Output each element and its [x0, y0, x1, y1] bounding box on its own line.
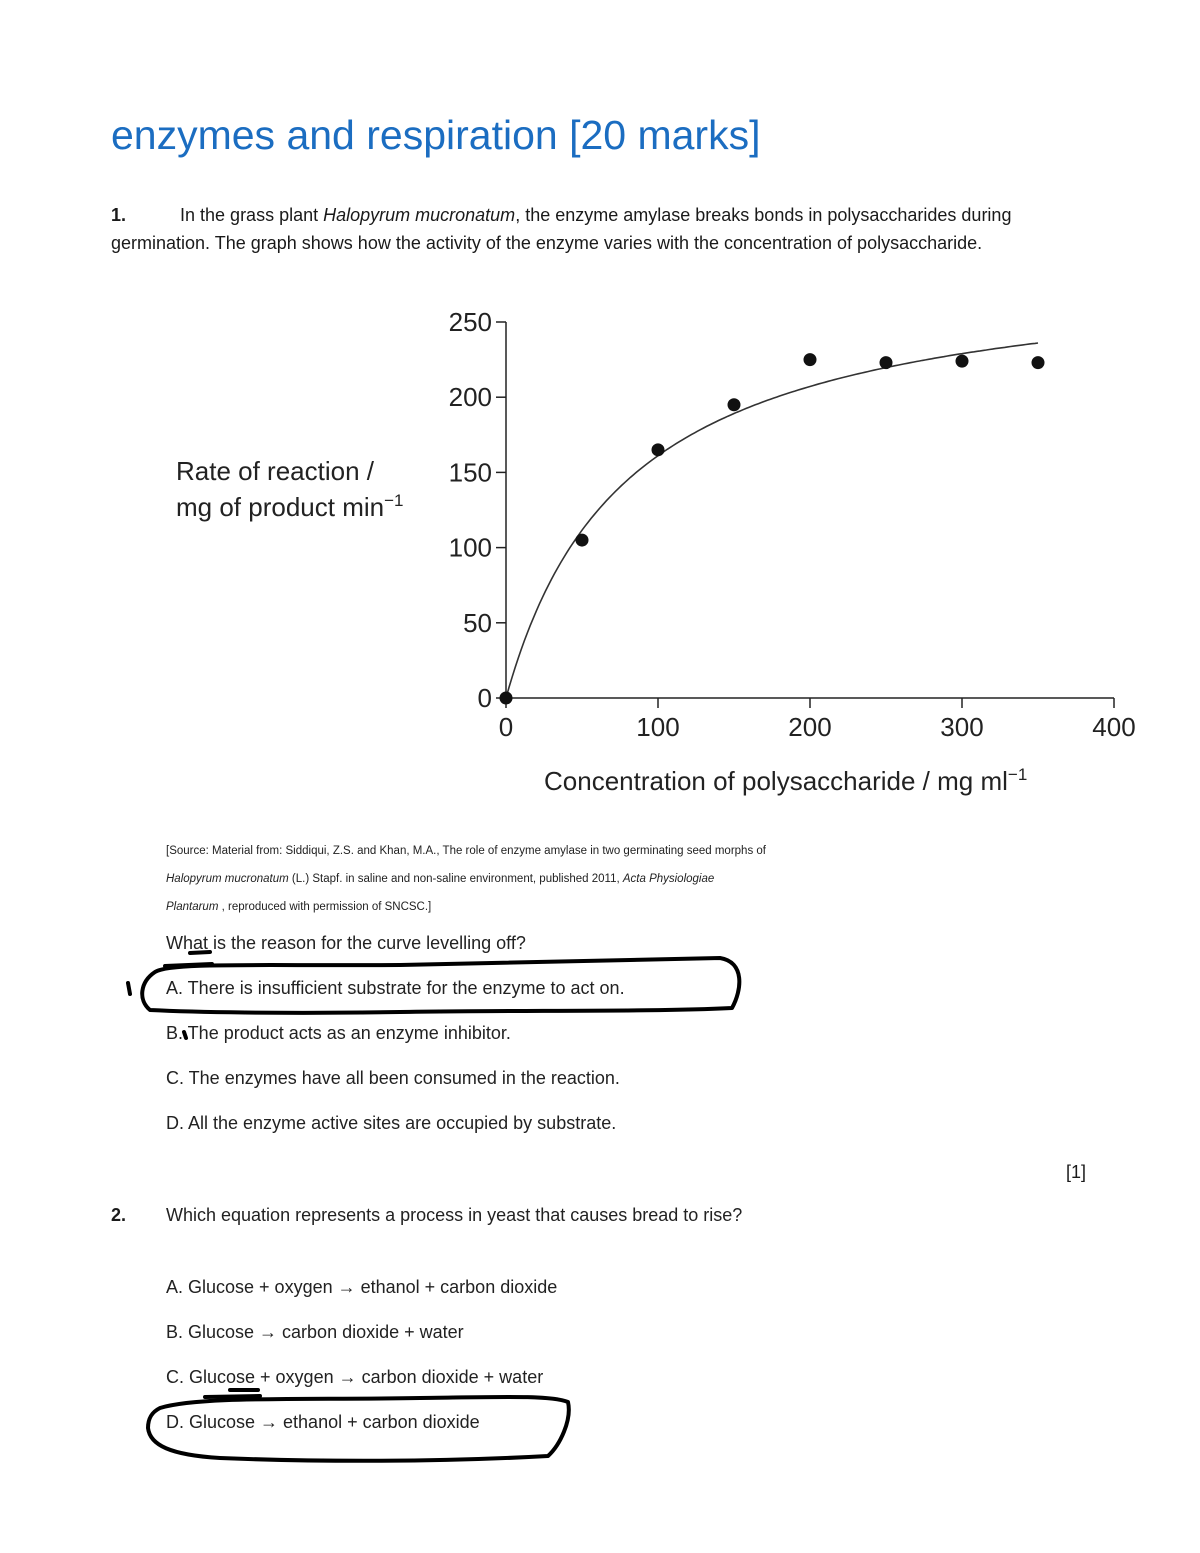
x-axis-label [544, 765, 1027, 796]
y-axis-label-line1: Rate of reaction / [176, 456, 374, 486]
y-tick-label: 50 [463, 607, 492, 638]
y-axis-label-sup: −1 [384, 491, 404, 510]
x-tick-label: 0 [498, 712, 514, 742]
fit-curve [506, 343, 1038, 698]
y-tick-label: 150 [448, 457, 492, 488]
data-point [804, 353, 817, 366]
y-tick-label: 0 [477, 683, 492, 713]
source-journal-1: Acta Physiologiae [622, 873, 715, 885]
page-title: enzymes and respiration [20 marks] [111, 112, 761, 158]
data-point [500, 692, 513, 705]
source-line-2 [166, 865, 926, 893]
ink-underline-q2 [205, 1390, 260, 1397]
marks-label: [1] [1066, 1162, 1087, 1182]
x-tick-label: 400 [1092, 712, 1136, 742]
question-1-text-a: In the grass plant [180, 205, 324, 225]
q2-option-b[interactable]: B. Glucose → carbon dioxide + water [166, 1322, 464, 1342]
x-axis-label-sup: −1 [1007, 765, 1028, 784]
source-line-2-text: (L.) Stapf. in saline and non-saline environment, published 2011, [288, 873, 623, 885]
data-point [880, 356, 893, 369]
y-axis-label-line2 [176, 491, 403, 522]
data-point [1032, 356, 1045, 369]
question-1-number: 1. [111, 205, 127, 225]
ink-mark-left [128, 983, 130, 994]
q1-option-a[interactable]: A. There is insufficient substrate for the enzyme to act on. [166, 978, 625, 998]
question-1-stem [111, 201, 1101, 257]
chart-ticks [449, 307, 1136, 742]
data-point [576, 534, 589, 547]
q2-option-d[interactable]: D. Glucose → ethanol + carbon dioxide [166, 1412, 480, 1432]
q2-option-c[interactable]: C. Glucose + oxygen → carbon dioxide + water [166, 1367, 544, 1387]
y-axis-label-text: mg of product min [176, 492, 385, 522]
x-tick-label: 300 [940, 712, 984, 742]
q2-option-a[interactable]: A. Glucose + oxygen → ethanol + carbon dioxide [166, 1277, 558, 1297]
enzyme-rate-chart [160, 300, 1160, 800]
source-line-1: [Source: Material from: Siddiqui, Z.S. and Khan, M.A., The role of enzyme amylase in two germinating seed morphs of [166, 845, 766, 857]
q1-option-c[interactable]: C. The enzymes have all been consumed in the reaction. [166, 1068, 620, 1088]
q1-option-b[interactable]: B. The product acts as an enzyme inhibitor. [166, 1023, 511, 1043]
source-line-3 [166, 893, 926, 921]
chart-points [500, 353, 1045, 704]
x-tick-label: 100 [636, 712, 680, 742]
question-1-text-b: , the enzyme amylase breaks bonds in polysaccharides during germination. The graph shows how the activity of the enzyme varies with the concentration of polysaccharide. [111, 205, 1012, 253]
question-2-prompt: Which equation represents a process in yeast that causes bread to rise? [166, 1205, 743, 1225]
source-line-3-text: , reproduced with permission of SNCSC.] [218, 901, 432, 913]
data-point [652, 443, 665, 456]
data-point [728, 398, 741, 411]
source-citation [166, 837, 926, 921]
y-tick-label: 200 [448, 382, 492, 413]
question-2-number: 2. [111, 1205, 127, 1225]
x-axis-label-text: Concentration of polysaccharide / mg ml [544, 766, 1008, 796]
x-tick-label: 200 [788, 712, 832, 742]
data-point [956, 355, 969, 368]
ink-underline-q1 [165, 952, 212, 966]
y-tick-label: 250 [448, 307, 492, 337]
source-journal-2: Plantarum [166, 901, 219, 913]
source-species: Halopyrum mucronatum [166, 873, 289, 885]
species-name: Halopyrum mucronatum [323, 205, 516, 225]
q1-option-d[interactable]: D. All the enzyme active sites are occupied by substrate. [166, 1113, 617, 1133]
y-tick-label: 100 [448, 532, 492, 563]
question-1-prompt: What is the reason for the curve levelling off? [166, 933, 526, 953]
